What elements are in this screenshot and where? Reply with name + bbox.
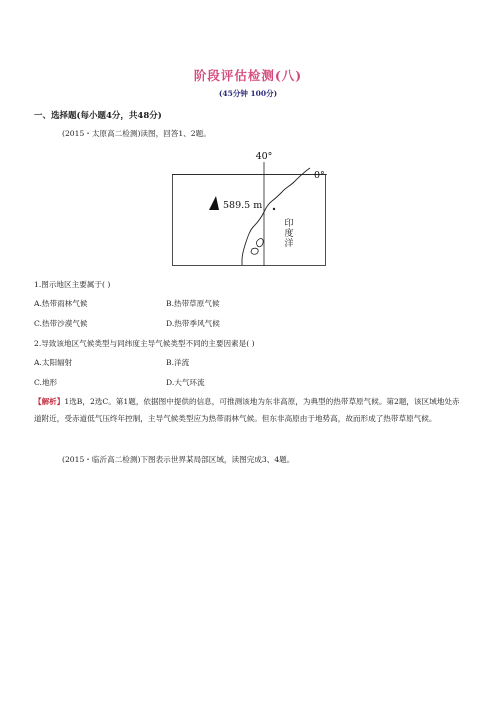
section-heading: 一、选择题(每小题4分，共48分) — [34, 111, 162, 121]
map-figure — [172, 148, 327, 266]
ocean-label-3: 洋 — [284, 239, 294, 249]
island-upper — [256, 239, 263, 247]
mountain-peak-icon — [209, 196, 219, 210]
question-1-stem: 1.图示地区主要属于( ) — [34, 280, 111, 289]
map-frame — [173, 175, 326, 266]
q2-option-b[interactable]: B.洋流 — [166, 358, 190, 367]
longitude-label: 40° — [255, 151, 273, 162]
answer-analysis — [34, 393, 466, 427]
q1-option-c[interactable]: C.热带沙漠气候 — [34, 319, 88, 328]
elevation-label: 589.5 m — [223, 200, 263, 211]
q2-option-a[interactable]: A.太阳辐射 — [34, 358, 73, 367]
q1-option-b[interactable]: B.热带草原气候 — [166, 299, 220, 308]
q1-option-d[interactable]: D.热带季风气候 — [166, 319, 220, 328]
map-svg — [172, 148, 327, 266]
q2-option-c[interactable]: C.地形 — [34, 378, 58, 387]
question-source-intro: (2015・太原高二检测)读图，回答1、2题。 — [62, 129, 211, 138]
question-source-intro-2: (2015・临沂高二检测)下图表示世界某局部区域，读图完成3、4题。 — [62, 455, 295, 464]
coastline — [242, 168, 310, 265]
analysis-tag: 【解析】 — [34, 397, 65, 406]
ocean-label-2: 度 — [284, 229, 294, 239]
question-2-stem: 2.导致该地区气候类型与同纬度主导气候类型不同的主要因素是( ) — [34, 339, 255, 348]
island-lower — [251, 248, 258, 254]
ocean-label-1: 印 — [284, 219, 294, 229]
latitude-label: 0° — [314, 170, 325, 181]
q2-option-d[interactable]: D.大气环流 — [166, 378, 205, 387]
analysis-text: 1选B，2选C。第1题，依据图中提供的信息，可推测该地为东非高原，为典型的热带草原气候。第2题，该区域地处赤道附近，受赤道低气压终年控制，主导气候类型应为热带雨林气候。但东非高原由于地势高，故而形成了热带草原气候。 — [34, 397, 460, 423]
page-title: 阶段评估检测(八) — [193, 68, 303, 83]
q1-option-a[interactable]: A.热带雨林气候 — [34, 299, 88, 308]
small-island-dot — [273, 208, 275, 210]
page-subtitle: (45分钟 100分) — [218, 89, 278, 98]
